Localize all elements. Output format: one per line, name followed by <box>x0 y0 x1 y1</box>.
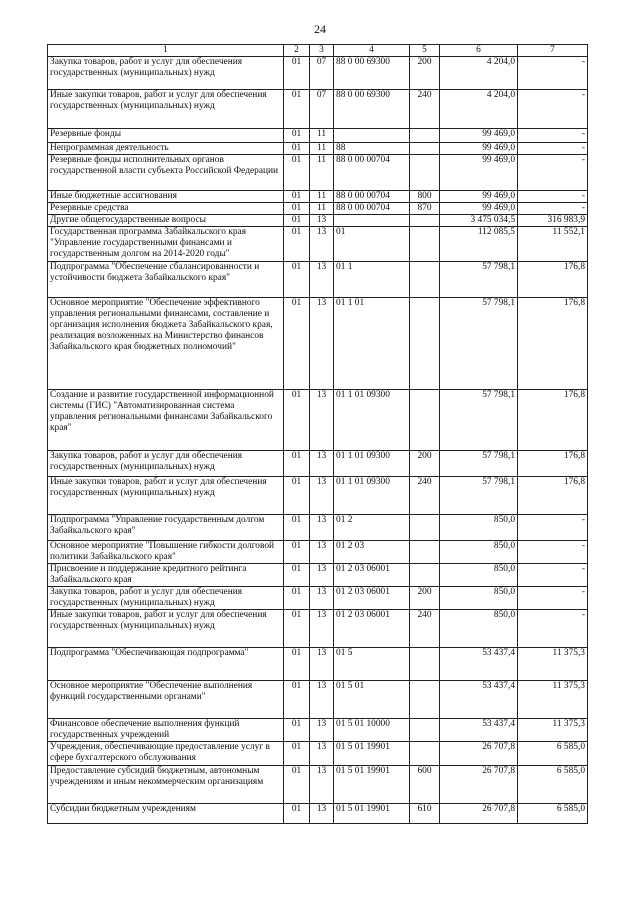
row-subvention: 11 375,3 <box>518 648 588 681</box>
row-section: 01 <box>284 610 310 648</box>
row-subvention: - <box>518 90 588 129</box>
col-header: 1 <box>48 45 284 57</box>
row-subvention: - <box>518 203 588 215</box>
row-amount: 850,0 <box>440 564 518 587</box>
row-expense-type: 870 <box>410 203 440 215</box>
row-target-code: 88 <box>334 143 410 155</box>
row-target-code: 01 1 01 09300 <box>334 451 410 477</box>
row-target-code: 88 0 00 00704 <box>334 203 410 215</box>
row-expense-type <box>410 143 440 155</box>
table-row <box>48 451 588 477</box>
col-header: 2 <box>284 45 310 57</box>
row-expense-type <box>410 515 440 541</box>
row-subvention: 176,8 <box>518 298 588 390</box>
row-section: 01 <box>284 227 310 262</box>
row-subsection: 13 <box>310 804 334 824</box>
row-amount: 99 469,0 <box>440 191 518 203</box>
row-name: Основное мероприятие "Повышение гибкости долговой политики Забайкальского края" <box>48 541 284 564</box>
row-subsection: 13 <box>310 477 334 515</box>
row-target-code: 01 1 01 <box>334 298 410 390</box>
row-subvention: - <box>518 564 588 587</box>
row-subsection: 13 <box>310 587 334 610</box>
row-amount: 26 707,8 <box>440 804 518 824</box>
row-subsection: 13 <box>310 610 334 648</box>
row-target-code <box>334 129 410 143</box>
row-name: Закупка товаров, работ и услуг для обеспечения государственных (муниципальных) нужд <box>48 451 284 477</box>
row-subsection: 11 <box>310 155 334 191</box>
row-section: 01 <box>284 742 310 766</box>
row-target-code <box>334 215 410 227</box>
row-section: 01 <box>284 129 310 143</box>
row-target-code: 88 0 00 69300 <box>334 57 410 90</box>
row-section: 01 <box>284 155 310 191</box>
table-row <box>48 648 588 681</box>
row-name: Подпрограмма "Обеспечивающая подпрограмма" <box>48 648 284 681</box>
row-name: Иные закупки товаров, работ и услуг для обеспечения государственных (муниципальных) нужд <box>48 477 284 515</box>
row-target-code: 01 1 01 09300 <box>334 477 410 515</box>
row-section: 01 <box>284 57 310 90</box>
row-target-code: 01 5 01 <box>334 681 410 719</box>
row-expense-type: 200 <box>410 587 440 610</box>
page-number: 24 <box>314 22 326 36</box>
row-section: 01 <box>284 719 310 742</box>
row-amount: 57 798,1 <box>440 298 518 390</box>
row-amount: 4 204,0 <box>440 90 518 129</box>
row-amount: 99 469,0 <box>440 155 518 191</box>
row-expense-type <box>410 262 440 298</box>
col-header: 6 <box>440 45 518 57</box>
row-section: 01 <box>284 515 310 541</box>
row-expense-type <box>410 541 440 564</box>
table-row <box>48 742 588 766</box>
row-expense-type: 200 <box>410 57 440 90</box>
row-name: Закупка товаров, работ и услуг для обеспечения государственных (муниципальных) нужд <box>48 587 284 610</box>
row-subsection: 07 <box>310 90 334 129</box>
row-name: Основное мероприятие "Обеспечение выполнения функций государственными органами" <box>48 681 284 719</box>
row-section: 01 <box>284 766 310 804</box>
row-section: 01 <box>284 203 310 215</box>
row-name: Непрограммная деятельность <box>48 143 284 155</box>
row-subvention: 6 585,0 <box>518 742 588 766</box>
row-section: 01 <box>284 451 310 477</box>
row-subsection: 13 <box>310 298 334 390</box>
row-amount: 53 437,4 <box>440 648 518 681</box>
table-row <box>48 90 588 129</box>
row-amount: 99 469,0 <box>440 143 518 155</box>
row-name: Создание и развитие государственной информационной системы (ГИС) "Автоматизированная система управления региональными финансами Забайкальского края" <box>48 390 284 451</box>
row-subsection: 13 <box>310 227 334 262</box>
table-row <box>48 57 588 90</box>
row-target-code: 01 2 03 06001 <box>334 610 410 648</box>
row-name: Другие общегосударственные вопросы <box>48 215 284 227</box>
budget-table <box>47 44 588 824</box>
row-target-code: 01 5 01 19901 <box>334 804 410 824</box>
row-subvention: 316 983,9 <box>518 215 588 227</box>
row-target-code: 01 2 03 <box>334 541 410 564</box>
row-section: 01 <box>284 681 310 719</box>
row-subvention: 6 585,0 <box>518 804 588 824</box>
row-target-code: 01 2 03 06001 <box>334 564 410 587</box>
row-amount: 57 798,1 <box>440 477 518 515</box>
row-amount: 53 437,4 <box>440 719 518 742</box>
row-amount: 3 475 034,5 <box>440 215 518 227</box>
row-section: 01 <box>284 390 310 451</box>
row-expense-type <box>410 227 440 262</box>
row-expense-type: 200 <box>410 451 440 477</box>
table-row <box>48 203 588 215</box>
row-expense-type: 240 <box>410 90 440 129</box>
row-name: Финансовое обеспечение выполнения функций государственных учреждений <box>48 719 284 742</box>
row-subvention: 11 375,3 <box>518 681 588 719</box>
row-subvention: 6 585,0 <box>518 766 588 804</box>
row-subsection: 11 <box>310 129 334 143</box>
table-row <box>48 564 588 587</box>
row-section: 01 <box>284 215 310 227</box>
table-row <box>48 587 588 610</box>
row-amount: 99 469,0 <box>440 203 518 215</box>
row-amount: 26 707,8 <box>440 742 518 766</box>
row-amount: 850,0 <box>440 541 518 564</box>
table-row <box>48 191 588 203</box>
row-target-code: 01 1 <box>334 262 410 298</box>
row-subsection: 13 <box>310 215 334 227</box>
row-subsection: 11 <box>310 203 334 215</box>
row-name: Основное мероприятие "Обеспечение эффективного управления региональными финансами, составление и организация исполнения бюджета Забайкальского края, реализация возложенных на Министерство финансов Забайкальского края бюджетных полномочий" <box>48 298 284 390</box>
table-row <box>48 804 588 824</box>
table-row <box>48 610 588 648</box>
row-amount: 850,0 <box>440 610 518 648</box>
row-target-code: 01 1 01 09300 <box>334 390 410 451</box>
row-subsection: 13 <box>310 390 334 451</box>
row-name: Подпрограмма "Управление государственным долгом Забайкальского края" <box>48 515 284 541</box>
row-name: Предоставление субсидий бюджетным, автономным учреждениям и иным некоммерческим организациям <box>48 766 284 804</box>
row-expense-type <box>410 155 440 191</box>
row-amount: 57 798,1 <box>440 451 518 477</box>
row-target-code: 88 0 00 00704 <box>334 191 410 203</box>
row-subsection: 13 <box>310 766 334 804</box>
row-subsection: 13 <box>310 262 334 298</box>
row-section: 01 <box>284 191 310 203</box>
row-section: 01 <box>284 298 310 390</box>
row-expense-type: 610 <box>410 804 440 824</box>
row-expense-type <box>410 215 440 227</box>
table-row <box>48 143 588 155</box>
row-amount: 850,0 <box>440 515 518 541</box>
row-section: 01 <box>284 564 310 587</box>
row-name: Субсидии бюджетным учреждениям <box>48 804 284 824</box>
row-subvention: 176,8 <box>518 390 588 451</box>
row-name: Подпрограмма "Обеспечение сбалансированности и устойчивости бюджета Забайкальского края" <box>48 262 284 298</box>
row-name: Закупка товаров, работ и услуг для обеспечения государственных (муниципальных) нужд <box>48 57 284 90</box>
row-name: Резервные средства <box>48 203 284 215</box>
row-subvention: - <box>518 515 588 541</box>
row-subsection: 11 <box>310 191 334 203</box>
row-name: Резервные фонды исполнительных органов государственной власти субъекта Российской Федерации <box>48 155 284 191</box>
row-section: 01 <box>284 587 310 610</box>
row-expense-type <box>410 742 440 766</box>
row-subvention: 176,8 <box>518 451 588 477</box>
table-row <box>48 541 588 564</box>
row-expense-type: 240 <box>410 477 440 515</box>
row-subvention: 176,8 <box>518 262 588 298</box>
row-expense-type <box>410 298 440 390</box>
row-name: Иные закупки товаров, работ и услуг для обеспечения государственных (муниципальных) нужд <box>48 610 284 648</box>
row-target-code: 01 5 01 19901 <box>334 742 410 766</box>
table-row <box>48 477 588 515</box>
row-amount: 112 085,5 <box>440 227 518 262</box>
row-name: Учреждения, обеспечивающие предоставление услуг в сфере бухгалтерского обслуживания <box>48 742 284 766</box>
row-expense-type <box>410 390 440 451</box>
row-amount: 4 204,0 <box>440 57 518 90</box>
row-section: 01 <box>284 262 310 298</box>
row-expense-type <box>410 719 440 742</box>
row-name: Резервные фонды <box>48 129 284 143</box>
row-subvention: - <box>518 541 588 564</box>
row-subvention: - <box>518 57 588 90</box>
row-name: Присвоение и поддержание кредитного рейтинга Забайкальского края <box>48 564 284 587</box>
row-subvention: 11 552,1 <box>518 227 588 262</box>
row-subsection: 13 <box>310 719 334 742</box>
col-header: 5 <box>410 45 440 57</box>
header-row <box>48 45 588 57</box>
row-subsection: 13 <box>310 541 334 564</box>
row-target-code: 88 0 00 00704 <box>334 155 410 191</box>
table-row <box>48 766 588 804</box>
row-amount: 57 798,1 <box>440 262 518 298</box>
row-name: Иные закупки товаров, работ и услуг для обеспечения государственных (муниципальных) нужд <box>48 90 284 129</box>
row-section: 01 <box>284 143 310 155</box>
row-amount: 99 469,0 <box>440 129 518 143</box>
row-section: 01 <box>284 541 310 564</box>
row-subvention: - <box>518 155 588 191</box>
row-expense-type <box>410 129 440 143</box>
row-subsection: 13 <box>310 515 334 541</box>
table-row <box>48 298 588 390</box>
table-row <box>48 227 588 262</box>
row-section: 01 <box>284 804 310 824</box>
row-target-code: 88 0 00 69300 <box>334 90 410 129</box>
row-subsection: 07 <box>310 57 334 90</box>
row-subvention: - <box>518 610 588 648</box>
row-subvention: - <box>518 143 588 155</box>
row-section: 01 <box>284 90 310 129</box>
row-subsection: 13 <box>310 742 334 766</box>
row-expense-type <box>410 648 440 681</box>
col-header: 4 <box>334 45 410 57</box>
row-subsection: 11 <box>310 143 334 155</box>
row-subsection: 13 <box>310 681 334 719</box>
row-subvention: 176,8 <box>518 477 588 515</box>
row-section: 01 <box>284 648 310 681</box>
row-subsection: 13 <box>310 648 334 681</box>
row-expense-type <box>410 681 440 719</box>
row-amount: 53 437,4 <box>440 681 518 719</box>
row-amount: 850,0 <box>440 587 518 610</box>
row-subsection: 13 <box>310 451 334 477</box>
table-row <box>48 515 588 541</box>
row-target-code: 01 2 <box>334 515 410 541</box>
row-subvention: - <box>518 129 588 143</box>
row-expense-type: 600 <box>410 766 440 804</box>
table-row <box>48 719 588 742</box>
row-amount: 57 798,1 <box>440 390 518 451</box>
row-target-code: 01 5 01 19901 <box>334 766 410 804</box>
row-subvention: - <box>518 587 588 610</box>
row-expense-type: 240 <box>410 610 440 648</box>
row-subvention: 11 375,3 <box>518 719 588 742</box>
row-expense-type: 800 <box>410 191 440 203</box>
row-subsection: 13 <box>310 564 334 587</box>
col-header: 7 <box>518 45 588 57</box>
row-target-code: 01 5 <box>334 648 410 681</box>
row-name: Государственная программа Забайкальского края "Управление государственными финансами и государственным долгом на 2014-2020 годы" <box>48 227 284 262</box>
table-row <box>48 129 588 143</box>
row-section: 01 <box>284 477 310 515</box>
table-row <box>48 215 588 227</box>
row-target-code: 01 5 01 10000 <box>334 719 410 742</box>
table-row <box>48 390 588 451</box>
col-header: 3 <box>310 45 334 57</box>
row-target-code: 01 2 03 06001 <box>334 587 410 610</box>
table-row <box>48 681 588 719</box>
row-amount: 26 707,8 <box>440 766 518 804</box>
row-expense-type <box>410 564 440 587</box>
table-row <box>48 155 588 191</box>
row-target-code: 01 <box>334 227 410 262</box>
row-subvention: - <box>518 191 588 203</box>
table-row <box>48 262 588 298</box>
row-name: Иные бюджетные ассигнования <box>48 191 284 203</box>
